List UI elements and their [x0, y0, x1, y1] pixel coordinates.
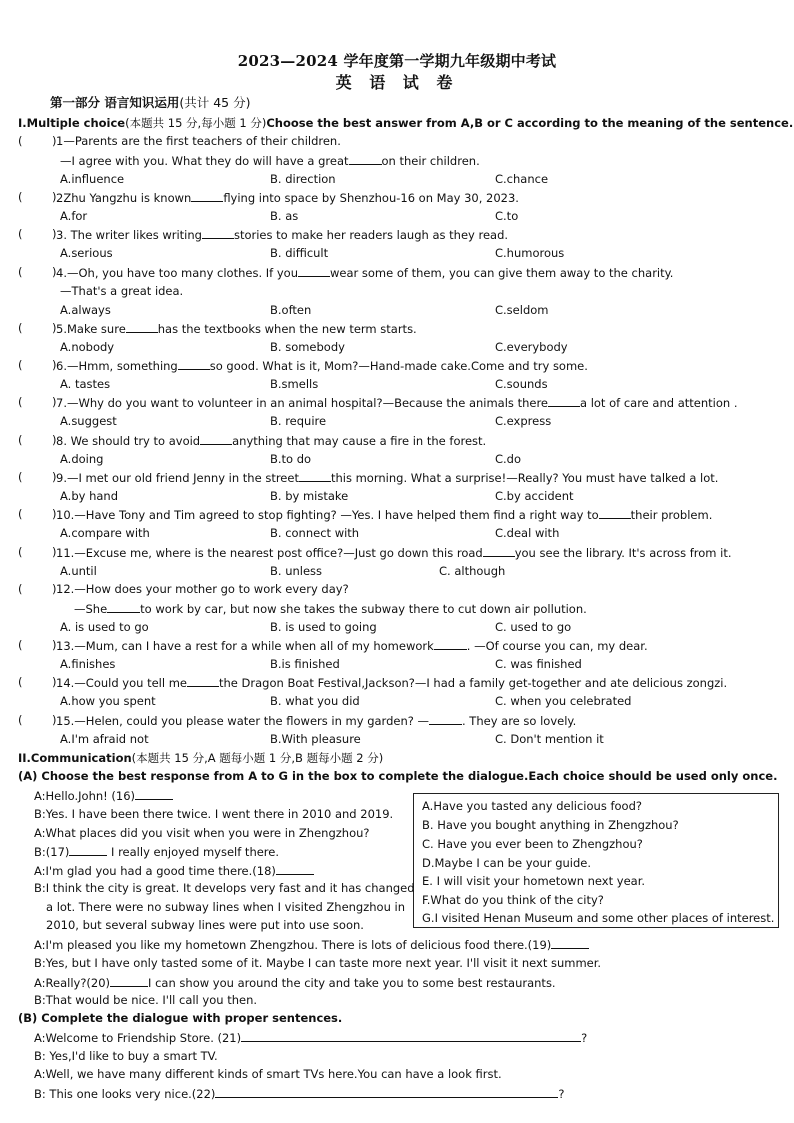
paren-mark: (	[18, 321, 23, 335]
question-number: 3	[56, 228, 64, 242]
dialogue-end: ?	[581, 1031, 588, 1045]
paren-close: )	[52, 395, 57, 409]
dialogue-text: B: Yes,I'd like to buy a smart TV.	[34, 1049, 218, 1063]
box-option: B. Have you bought anything in Zhengzhou?	[422, 818, 679, 832]
question-text-after: . They are so lovely.	[462, 714, 577, 728]
paren-close: )	[52, 675, 57, 689]
answer-blank[interactable]	[215, 1086, 558, 1098]
paren-close: )	[52, 134, 57, 148]
option-a[interactable]: A. tastes	[60, 377, 111, 391]
paren-mark: (	[18, 675, 23, 689]
question-number: 4	[56, 266, 64, 280]
option-c[interactable]: C. when you celebrated	[495, 694, 632, 708]
dialogue-text: B:(17)	[34, 845, 70, 859]
option-a[interactable]: A.suggest	[60, 414, 117, 428]
question-text: . The writer likes writing	[63, 228, 202, 242]
question-text-after: stories to make her readers laugh as they read.	[233, 228, 509, 242]
answer-blank[interactable]	[200, 433, 232, 445]
paren-mark: (	[18, 582, 23, 596]
question-text-after: their problem.	[630, 508, 713, 522]
box-option: G.I visited Henan Museum and some other places of interest.	[422, 911, 775, 925]
paren-close: )	[52, 545, 57, 559]
dialogue-line	[34, 956, 601, 970]
paren-mark: (	[18, 713, 23, 727]
question-number: 10	[56, 508, 71, 522]
dialogue-text: B:I think the city is great. It develops very fast and it has changed	[34, 881, 415, 895]
question-text-after: you see the library. It's across from it.	[514, 546, 732, 560]
answer-blank[interactable]	[107, 601, 140, 613]
question-4	[56, 265, 673, 280]
dialogue-line	[34, 863, 314, 878]
option-c[interactable]: C.do	[495, 452, 522, 466]
option-b[interactable]: B. by mistake	[270, 489, 349, 503]
option-b[interactable]: B. somebody	[270, 340, 345, 354]
paren-mark: (	[18, 545, 23, 559]
options-box	[413, 793, 779, 928]
answer-blank[interactable]	[276, 863, 314, 875]
option-c[interactable]: C. Don't mention it	[495, 732, 604, 746]
question-text: Zhu Yangzhu is known	[63, 191, 192, 205]
question-13	[56, 638, 648, 653]
paren-close: )	[52, 358, 57, 372]
paren-close: )	[52, 470, 57, 484]
question-text: .—How does your mother go to work every day?	[70, 582, 349, 596]
continuation-text: —She	[74, 602, 108, 616]
part-one-note: (共计 45 分)	[179, 95, 251, 110]
question-10	[56, 507, 712, 522]
option-c[interactable]: C. although	[439, 564, 506, 578]
question-3	[56, 227, 508, 242]
question-text-after: anything that may cause a fire in the forest.	[232, 434, 487, 448]
option-c[interactable]: C.sounds	[495, 377, 548, 391]
question-text: .—Excuse me, where is the nearest post office?—Just go down this road	[70, 546, 483, 560]
question-number: 14	[56, 676, 71, 690]
question-text: .—Why do you want to volunteer in an animal hospital?—Because the animals there	[63, 396, 548, 410]
answer-blank[interactable]	[434, 638, 467, 650]
dialogue-text-after: I really enjoyed myself there.	[107, 845, 280, 859]
dialogue-text: A:I'm pleased you like my hometown Zhengzhou. There is lots of delicious food there.(19)	[34, 938, 552, 952]
question-9	[56, 470, 718, 485]
paren-mark: (	[18, 470, 23, 484]
question-8	[56, 433, 486, 448]
option-a[interactable]: A.always	[60, 303, 111, 317]
paren-mark: (	[18, 190, 23, 204]
part-a-instruction: (A) Choose the best response from A to G in the box to complete the dialogue.Each choice should be used only once.	[18, 769, 778, 783]
dialogue-text: a lot. There were no subway lines when I visited Zhengzhou in	[46, 900, 406, 914]
dialogue-line	[34, 993, 257, 1007]
answer-blank[interactable]	[202, 227, 234, 239]
question-11	[56, 545, 732, 560]
option-b[interactable]: B. require	[270, 414, 327, 428]
question-5	[56, 321, 417, 336]
question-continuation	[60, 153, 480, 168]
dialogue-text: A:Welcome to Friendship Store. (21)	[34, 1031, 242, 1045]
dialogue-line	[46, 918, 364, 932]
option-a[interactable]: A.by hand	[60, 489, 119, 503]
answer-blank[interactable]	[241, 1030, 581, 1042]
box-option: E. I will visit your hometown next year.	[422, 874, 646, 888]
option-b[interactable]: B.With pleasure	[270, 732, 361, 746]
dialogue-line	[46, 900, 405, 914]
option-c[interactable]: C.seldom	[495, 303, 549, 317]
exam-subtitle: 英 语 试 卷	[335, 73, 459, 92]
answer-blank[interactable]	[429, 713, 462, 725]
option-a[interactable]: A.finishes	[60, 657, 116, 671]
question-text: .Make sure	[63, 322, 126, 336]
question-6	[56, 358, 588, 373]
option-a[interactable]: A.for	[60, 209, 88, 223]
option-b[interactable]: B. unless	[270, 564, 323, 578]
answer-blank[interactable]	[551, 937, 589, 949]
option-a[interactable]: A.until	[60, 564, 97, 578]
option-a[interactable]: A.doing	[60, 452, 104, 466]
dialogue-text: B: This one looks very nice.(22)	[34, 1087, 216, 1101]
question-text-after: a lot of care and attention .	[580, 396, 738, 410]
dialogue-text: A:Well, we have many different kinds of smart TVs here.You can have a look first.	[34, 1067, 502, 1081]
option-b[interactable]: B. what you did	[270, 694, 360, 708]
section-one-label: I.Multiple choice	[18, 116, 126, 130]
dialogue-line	[34, 826, 370, 840]
paren-mark: (	[18, 358, 23, 372]
question-text: .—Hmm, something	[63, 359, 178, 373]
option-c[interactable]: C.humorous	[495, 246, 565, 260]
question-text-after: this morning. What a surprise!—Really? You must have talked a lot.	[330, 471, 719, 485]
question-number: 2	[56, 191, 64, 205]
option-b[interactable]: B. difficult	[270, 246, 329, 260]
question-text-after: has the textbooks when the new term starts.	[157, 322, 417, 336]
section-two-heading	[18, 750, 383, 766]
paren-close: )	[52, 227, 57, 241]
continuation-text-after: on their children.	[381, 154, 480, 168]
question-number: 13	[56, 639, 71, 653]
option-a[interactable]: A.nobody	[60, 340, 115, 354]
option-a[interactable]: A.influence	[60, 172, 125, 186]
question-continuation	[60, 284, 183, 298]
answer-blank[interactable]	[126, 321, 158, 333]
box-option: F.What do you think of the city?	[422, 893, 604, 907]
answer-blank[interactable]	[299, 470, 331, 482]
answer-blank[interactable]	[69, 844, 107, 856]
option-a[interactable]: A.compare with	[60, 526, 150, 540]
dialogue-text: B:Yes, but I have only tasted some of it. Maybe I can taste more next year. I'll visit it next summer.	[34, 956, 602, 970]
section-one-heading	[18, 115, 793, 131]
question-text: .—Helen, could you please water the flowers in my garden? —	[70, 714, 429, 728]
paren-close: )	[52, 582, 57, 596]
paren-close: )	[52, 433, 57, 447]
dialogue-line	[34, 1030, 587, 1045]
answer-blank[interactable]	[187, 675, 219, 687]
paren-close: )	[52, 638, 57, 652]
paren-mark: (	[18, 134, 23, 148]
part-b-instruction: (B) Complete the dialogue with proper sentences.	[18, 1011, 343, 1025]
question-number: 7	[56, 396, 64, 410]
option-b[interactable]: B. is used to going	[270, 620, 377, 634]
answer-blank[interactable]	[483, 545, 515, 557]
option-a[interactable]: A.I'm afraid not	[60, 732, 149, 746]
question-text-after: wear some of them, you can give them away to the charity.	[329, 266, 674, 280]
answer-blank[interactable]	[298, 265, 330, 277]
question-continuation	[74, 601, 587, 616]
question-number: 6	[56, 359, 64, 373]
section-one-instruction: Choose the best answer from A,B or C according to the meaning of the sentence.	[266, 116, 794, 130]
answer-blank[interactable]	[191, 190, 223, 202]
dialogue-text-after: I can show you around the city and take you to some best restaurants.	[148, 976, 556, 990]
box-option: D.Maybe I can be your guide.	[422, 856, 592, 870]
option-c[interactable]: C. was finished	[495, 657, 582, 671]
part-one-label: 第一部分 语言知识运用	[50, 95, 180, 110]
option-b[interactable]: B.to do	[270, 452, 312, 466]
question-number: 9	[56, 471, 64, 485]
dialogue-line	[34, 1067, 502, 1081]
dialogue-line	[34, 1049, 218, 1063]
paren-mark: (	[18, 265, 23, 279]
question-7	[56, 395, 737, 410]
question-14	[56, 675, 727, 690]
section-two-note: (本题共 15 分,A 题每小题 1 分,B 题每小题 2 分)	[131, 751, 384, 765]
question-12	[56, 582, 349, 596]
answer-blank[interactable]	[110, 975, 148, 987]
paren-mark: (	[18, 433, 23, 447]
question-number: 5	[56, 322, 64, 336]
dialogue-line	[34, 844, 279, 859]
part-one-heading	[50, 93, 250, 111]
option-c[interactable]: C.everybody	[495, 340, 568, 354]
paren-mark: (	[18, 227, 23, 241]
option-a[interactable]: A.serious	[60, 246, 113, 260]
continuation-text-after: to work by car, but now she takes the subway there to cut down air pollution.	[140, 602, 587, 616]
question-text: .—I met our old friend Jenny in the street	[63, 471, 299, 485]
paren-mark: (	[18, 638, 23, 652]
option-a[interactable]: A.how you spent	[60, 694, 156, 708]
dialogue-line	[34, 1086, 565, 1101]
paren-close: )	[52, 507, 57, 521]
option-c[interactable]: C.chance	[495, 172, 549, 186]
dialogue-text: B:Yes. I have been there twice. I went there in 2010 and 2019.	[34, 807, 394, 821]
option-b[interactable]: B. as	[270, 209, 299, 223]
answer-blank[interactable]	[349, 153, 382, 165]
dialogue-text: A:Hello.John! (16)	[34, 789, 136, 803]
continuation-text: —That's a great idea.	[60, 284, 184, 298]
option-b[interactable]: B. direction	[270, 172, 336, 186]
answer-blank[interactable]	[599, 507, 631, 519]
paren-close: )	[52, 713, 57, 727]
question-2	[56, 190, 519, 205]
dialogue-line	[34, 788, 173, 803]
question-number: 12	[56, 582, 71, 596]
question-text: .—Mum, can I have a rest for a while when all of my homework	[70, 639, 434, 653]
question-text: .—Oh, you have too many clothes. If you	[63, 266, 298, 280]
option-c[interactable]: C.deal with	[495, 526, 560, 540]
option-a[interactable]: A. is used to go	[60, 620, 149, 634]
dialogue-end: ?	[558, 1087, 565, 1101]
question-text: .—Could you tell me	[70, 676, 187, 690]
option-c[interactable]: C. used to go	[495, 620, 572, 634]
dialogue-line	[34, 807, 393, 821]
answer-blank[interactable]	[178, 358, 210, 370]
question-number: 8	[56, 434, 64, 448]
option-b[interactable]: B.smells	[270, 377, 319, 391]
box-option: C. Have you ever been to Zhengzhou?	[422, 837, 643, 851]
question-1	[56, 134, 341, 148]
dialogue-text: B:That would be nice. I'll call you then.	[34, 993, 258, 1007]
dialogue-text: 2010, but several subway lines were put into use soon.	[46, 918, 364, 932]
option-c[interactable]: C.express	[495, 414, 552, 428]
option-c[interactable]: C.by accident	[495, 489, 574, 503]
question-text-after: flying into space by Shenzhou-16 on May 30, 2023.	[223, 191, 519, 205]
paren-close: )	[52, 321, 57, 335]
question-number: 1	[56, 134, 64, 148]
section-two-label: II.Communication	[18, 751, 132, 765]
dialogue-text: A:What places did you visit when you were in Zhengzhou?	[34, 826, 370, 840]
question-15	[56, 713, 576, 728]
option-b[interactable]: B.is finished	[270, 657, 340, 671]
section-one-note: (本题共 15 分,每小题 1 分)	[125, 116, 267, 130]
paren-mark: (	[18, 507, 23, 521]
question-text-after: so good. What is it, Mom?—Hand-made cake.Come and try some.	[209, 359, 588, 373]
option-c[interactable]: C.to	[495, 209, 519, 223]
option-b[interactable]: B.often	[270, 303, 312, 317]
dialogue-line	[34, 975, 556, 990]
paren-mark: (	[18, 395, 23, 409]
dialogue-text: A:Really?(20)	[34, 976, 111, 990]
continuation-text: —I agree with you. What they do will have a great	[60, 154, 349, 168]
question-number: 11	[56, 546, 71, 560]
option-b[interactable]: B. connect with	[270, 526, 360, 540]
paren-close: )	[52, 190, 57, 204]
answer-blank[interactable]	[548, 395, 580, 407]
question-text: .—Have Tony and Tim agreed to stop fighting? —Yes. I have helped them find a right way to	[70, 508, 599, 522]
answer-blank[interactable]	[135, 788, 173, 800]
dialogue-line	[34, 937, 589, 952]
question-text: —Parents are the first teachers of their children.	[63, 134, 341, 148]
question-text: . We should try to avoid	[63, 434, 201, 448]
dialogue-text: A:I'm glad you had a good time there.(18)	[34, 864, 276, 878]
question-text-after: the Dragon Boat Festival,Jackson?—I had a family get-together and ate delicious zongzi.	[219, 676, 728, 690]
box-option: A.Have you tasted any delicious food?	[422, 799, 642, 813]
question-text-after: . —Of course you can, my dear.	[466, 639, 648, 653]
exam-title: 2023—2024 学年度第一学期九年级期中考试	[237, 52, 557, 70]
question-number: 15	[56, 714, 71, 728]
paren-close: )	[52, 265, 57, 279]
dialogue-line	[34, 881, 415, 895]
